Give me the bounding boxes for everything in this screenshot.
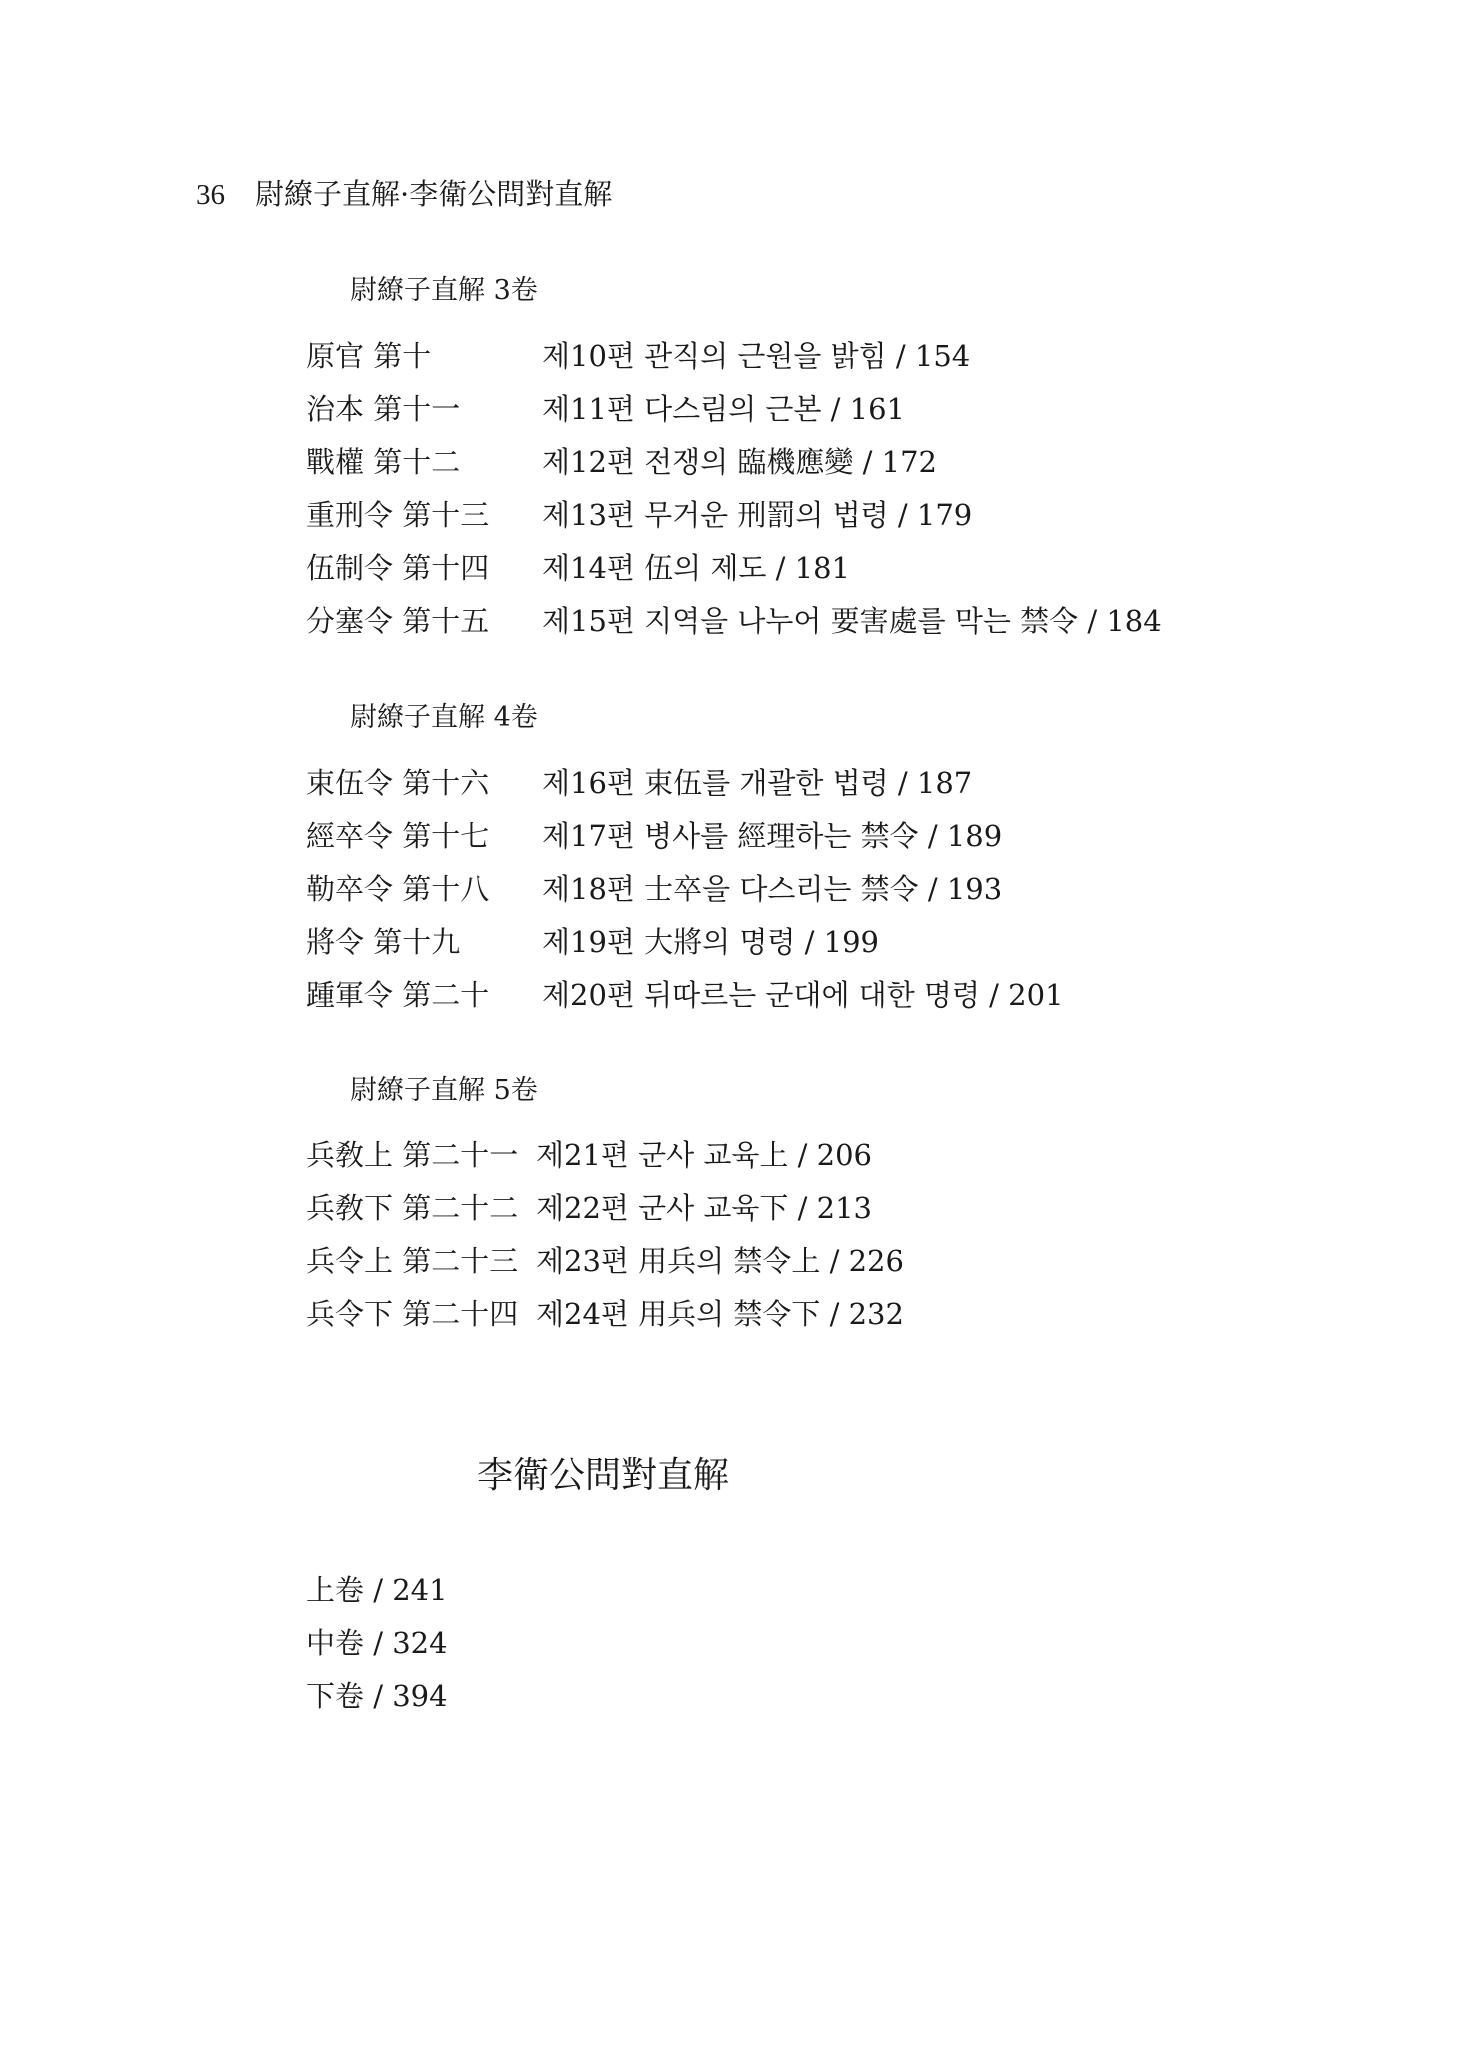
page-header [196, 172, 612, 213]
chapter-description: 제18편 士卒을 다스리는 禁令 / 193 [542, 872, 1003, 906]
toc-entry [306, 755, 1064, 808]
toc-list-vol3 [306, 328, 1162, 646]
chapter-description: 제13편 무거운 刑罰의 법령 / 179 [542, 498, 973, 532]
chapter-description: 제12편 전쟁의 臨機應變 / 172 [542, 445, 937, 479]
section-heading-vol3: 尉繚子直解 3卷 [350, 275, 538, 306]
chapter-title: 將令 第十九 [306, 925, 461, 959]
chapter-description: 제20편 뒤따르는 군대에 대한 명령 / 201 [542, 978, 1064, 1012]
volume-entry: 下卷 / 394 [306, 1679, 448, 1713]
toc-entry [306, 808, 1064, 861]
part-title: 李衛公問對直解 [477, 1455, 730, 1496]
section-heading-vol4: 尉繚子直解 4卷 [350, 702, 538, 733]
toc-entry [306, 1286, 904, 1339]
running-title: 尉繚子直解·李衛公問對直解 [255, 177, 613, 211]
toc-entry [306, 1127, 904, 1180]
toc-entry [306, 593, 1162, 646]
chapter-description: 제24편 用兵의 禁令下 / 232 [536, 1297, 904, 1331]
toc-entry [306, 1233, 904, 1286]
toc-entry [306, 1180, 904, 1233]
volume-entry: 上卷 / 241 [306, 1573, 448, 1607]
chapter-title: 治本 第十一 [306, 392, 461, 426]
chapter-description: 제17편 병사를 經理하는 禁令 / 189 [542, 819, 1003, 853]
toc-list-vol5 [306, 1127, 904, 1339]
chapter-description: 제11편 다스림의 근본 / 161 [542, 392, 906, 426]
chapter-title: 束伍令 第十六 [306, 766, 490, 800]
chapter-title: 重刑令 第十三 [306, 498, 490, 532]
chapter-title: 原官 第十 [306, 339, 432, 373]
chapter-description: 제15편 지역을 나누어 要害處를 막는 禁令 / 184 [542, 604, 1162, 638]
chapter-title: 戰權 第十二 [306, 445, 461, 479]
toc-entry [306, 381, 1162, 434]
toc-entry [306, 434, 1162, 487]
chapter-title: 踵軍令 第二十 [306, 978, 490, 1012]
toc-entry [306, 861, 1064, 914]
toc-entry [306, 328, 1162, 381]
chapter-title: 經卒令 第十七 [306, 819, 490, 853]
page-number: 36 [196, 179, 225, 211]
chapter-title: 兵令上 第二十三 [306, 1244, 519, 1278]
chapter-title: 分塞令 第十五 [306, 604, 490, 638]
chapter-description: 제22편 군사 교육下 / 213 [536, 1191, 872, 1225]
section-heading-vol5: 尉繚子直解 5卷 [350, 1075, 538, 1106]
toc-entry [306, 914, 1064, 967]
volume-entry: 中卷 / 324 [306, 1626, 448, 1660]
chapter-description: 제19편 大將의 명령 / 199 [542, 925, 879, 959]
chapter-title: 兵敎下 第二十二 [306, 1191, 519, 1225]
chapter-title: 兵令下 第二十四 [306, 1297, 519, 1331]
chapter-description: 제14편 伍의 제도 / 181 [542, 551, 850, 585]
chapter-title: 伍制令 第十四 [306, 551, 490, 585]
chapter-title: 勒卒令 第十八 [306, 872, 490, 906]
chapter-description: 제10편 관직의 근원을 밝힘 / 154 [542, 339, 971, 373]
toc-list-vol4 [306, 755, 1064, 1020]
toc-entry [306, 487, 1162, 540]
chapter-title: 兵敎上 第二十一 [306, 1138, 519, 1172]
chapter-description: 제23편 用兵의 禁令上 / 226 [536, 1244, 904, 1278]
chapter-description: 제16편 束伍를 개괄한 법령 / 187 [542, 766, 973, 800]
volume-list [306, 1562, 448, 1721]
toc-entry [306, 540, 1162, 593]
chapter-description: 제21편 군사 교육上 / 206 [536, 1138, 872, 1172]
toc-entry [306, 967, 1064, 1020]
